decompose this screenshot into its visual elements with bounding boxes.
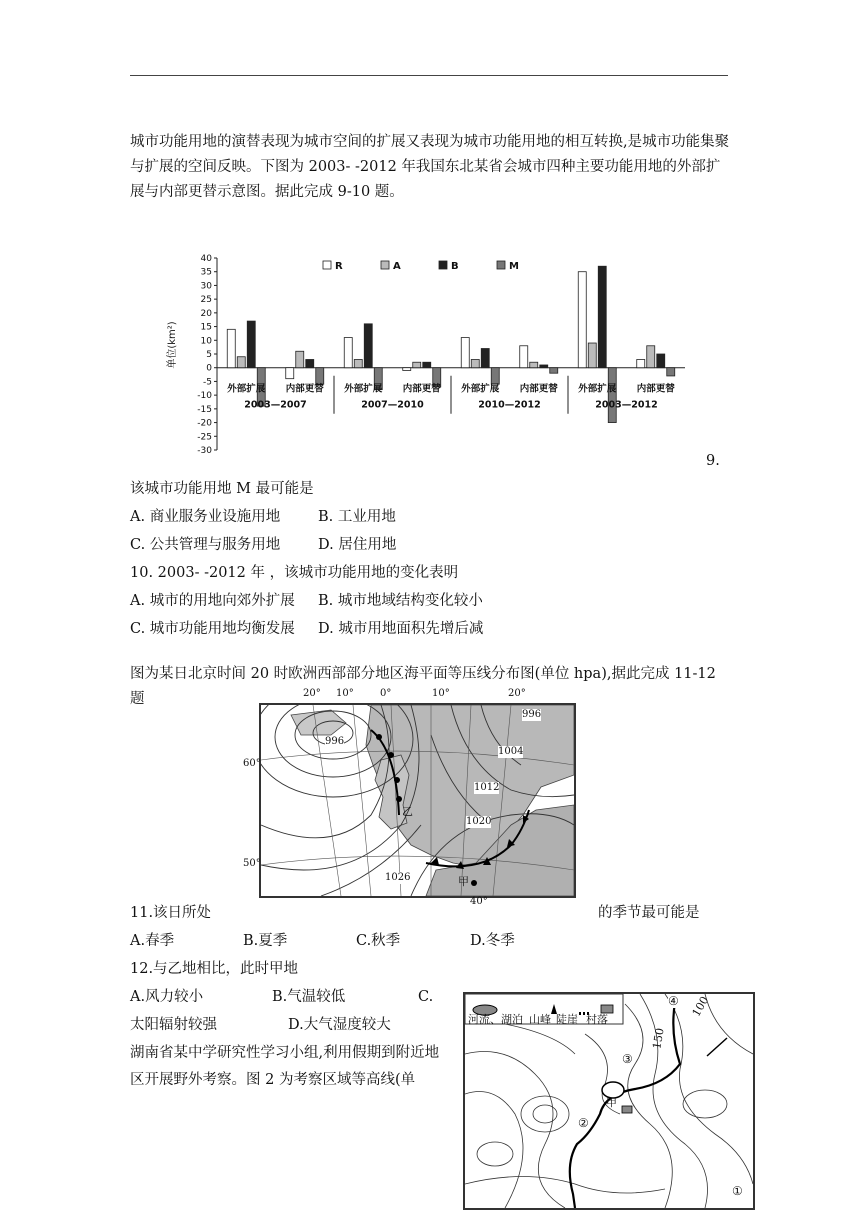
intro-paragraph: 城市功能用地的演替表现为城市空间的扩展又表现为城市功能用地的相互转换,是城市功能集聚与扩展的空间反映。下图为 2003- -2012 年我国东北某省会城市四种主要功能用地的外部扩展与内部更替示意图。据此完成 9-10 题。 [130,134,730,200]
isobar-label-1020: 1020 [466,816,492,827]
bar-R-6 [578,272,586,368]
legend-peak: 山峰 [529,1013,551,1026]
q11-option-c: C.秋季 [356,933,401,949]
legend-swatch-A [381,261,389,269]
q10-option-d: D. 城市用地面积先增后减 [318,621,484,637]
lon-label-20e: 20° [508,688,526,699]
y-tick-label-5: 15 [200,322,212,333]
legend-swatch-B [439,261,447,269]
bar-B-3 [423,362,431,367]
isobar-label-996-low: 996 [325,736,345,747]
legend-label-M: M [509,261,519,272]
y-tick-label-13: -25 [197,432,212,443]
legend-swatch-R [323,261,331,269]
map-intro-paragraph: 图为某日北京时间 20 时欧洲西部部分地区海平面等压线分布图(单位 hpa),据此完成 11-12 题 [130,666,716,707]
legend-label-A: A [393,261,401,272]
bar-B-5 [540,365,548,368]
legend-cliff: 陡崖 [556,1013,578,1026]
isobar-label-1004: 1004 [498,746,524,757]
legend-village: 村落 [586,1013,608,1026]
y-tick-label-1: 35 [200,267,212,278]
contour-place-jia: 甲 [606,1096,617,1109]
q10-option-a: A. 城市的用地向郊外扩展 [130,593,295,609]
bar-B-7 [657,354,665,368]
period-label-3: 2003—2012 [595,399,658,411]
bar-R-2 [344,338,352,368]
site-label-2: ② [578,1116,589,1130]
y-tick-label-4: 20 [200,308,212,319]
lon-label-10w: 10° [336,688,354,699]
bar-A-1 [296,351,304,367]
bar-A-7 [647,346,655,368]
q12-option-c-letter: C. [418,989,434,1005]
bar-A-2 [354,359,362,367]
fieldwork-paragraph: 湖南省某中学研究性学习小组,利用假期到附近地区开展野外考察。图 2 为考察区域等高线(单 [130,1045,440,1088]
bar-A-4 [471,359,479,367]
bar-R-1 [286,368,294,379]
bar-A-3 [413,362,421,367]
category-label-6: 外部扩展 [578,383,617,395]
bar-A-0 [237,357,245,368]
legend-river-lake: 河流、湖泊 [468,1013,523,1026]
y-tick-label-11: -15 [197,404,212,415]
bar-B-1 [306,359,314,367]
q12-option-d: D.大气湿度较大 [288,1017,391,1033]
isobar-label-1026: 1026 [385,872,411,883]
bar-R-3 [403,368,411,371]
period-label-1: 2007—2010 [361,399,424,411]
contour-label-150: 150 [650,1027,667,1050]
category-label-2: 外部扩展 [344,383,383,395]
q10-stem: 10. 2003- -2012 年 ，该城市功能用地的变化表明 [130,565,459,581]
bar-M-7 [667,368,675,376]
q9-option-b: B. 工业用地 [318,509,396,525]
isobar-label-996-ne: 996 [522,709,542,720]
category-label-5: 内部更替 [519,383,558,395]
q9-number: 9. [706,453,720,469]
q9-stem: 该城市功能用地 M 最可能是 [130,481,314,497]
bar-M-6 [608,368,616,423]
q11-option-a: A.春季 [130,933,175,949]
category-label-1: 内部更替 [285,383,324,395]
bar-B-0 [247,321,255,368]
period-label-0: 2003—2007 [244,399,307,411]
q12-option-b: B.气温较低 [272,989,346,1005]
category-label-3: 内部更替 [402,383,441,395]
y-tick-label-9: -5 [203,377,212,388]
q9-option-d: D. 居住用地 [318,537,397,553]
pressure-map [259,703,576,898]
y-tick-label-10: -10 [197,391,212,402]
legend-label-R: R [335,261,343,272]
q10-option-c: C. 城市功能用地均衡发展 [130,621,295,637]
y-axis-label: 单位(km²) [167,321,178,369]
y-tick-label-8: 0 [206,363,212,374]
lon-label-20w: 20° [303,688,321,699]
lat-label-60: 60° [243,758,261,769]
bar-B-2 [364,324,372,368]
land-use-bar-chart [155,250,695,460]
place-yi-dot [396,796,402,802]
q9-option-c: C. 公共管理与服务用地 [130,537,281,553]
y-tick-label-6: 10 [200,336,212,347]
site-label-3: ③ [622,1052,633,1066]
bar-B-6 [598,266,606,367]
bar-B-4 [481,349,489,368]
q11-option-b: B.夏季 [243,933,288,949]
bar-R-5 [520,346,528,368]
place-jia-label: 甲 [458,875,469,888]
category-label-0: 外部扩展 [227,383,266,395]
header-rule [130,75,728,76]
legend-label-B: B [451,261,459,272]
place-yi-label: 乙 [402,805,413,818]
q12-option-a: A.风力较小 [130,989,204,1005]
land-iceland [291,710,346,735]
q11-stem-right: 的季节最可能是 [598,905,700,921]
bottom-lon-label: 40° [470,896,488,907]
category-label-7: 内部更替 [636,383,675,395]
lat-label-50: 50° [243,858,261,869]
bar-M-1 [316,368,324,384]
site-label-4: ④ [668,994,679,1008]
legend-swatch-M [497,261,505,269]
bar-M-4 [491,368,499,384]
y-tick-label-7: 5 [206,350,212,360]
y-tick-label-0: 40 [200,254,212,264]
isobar-label-1012: 1012 [474,782,500,793]
q11-option-d: D.冬季 [470,933,515,949]
y-tick-label-12: -20 [197,418,212,429]
lon-label-0: 0° [380,688,392,699]
y-tick-label-2: 30 [200,281,212,292]
lon-label-10e: 10° [432,688,450,699]
q9-option-a: A. 商业服务业设施用地 [130,509,281,525]
contour-label-100: 100 [689,994,712,1019]
category-label-4: 外部扩展 [461,383,500,395]
y-tick-label-3: 25 [200,295,212,306]
bar-R-4 [461,338,469,368]
site-label-1: ① [732,1184,743,1198]
bar-M-5 [550,368,558,373]
q12-stem: 12.与乙地相比，此时甲地 [130,961,299,977]
bar-R-0 [227,329,235,367]
q11-stem-left: 11.该日所处 [130,905,212,921]
period-label-2: 2010—2012 [478,399,541,411]
q10-option-b: B. 城市地域结构变化较小 [318,593,483,609]
bar-R-7 [637,359,645,367]
place-jia-dot [471,880,477,886]
q12-option-c-text: 太阳辐射较强 [130,1017,217,1033]
bar-A-5 [530,362,538,367]
y-tick-label-14: -30 [197,446,212,456]
village [622,1106,632,1113]
bar-A-6 [588,343,596,368]
